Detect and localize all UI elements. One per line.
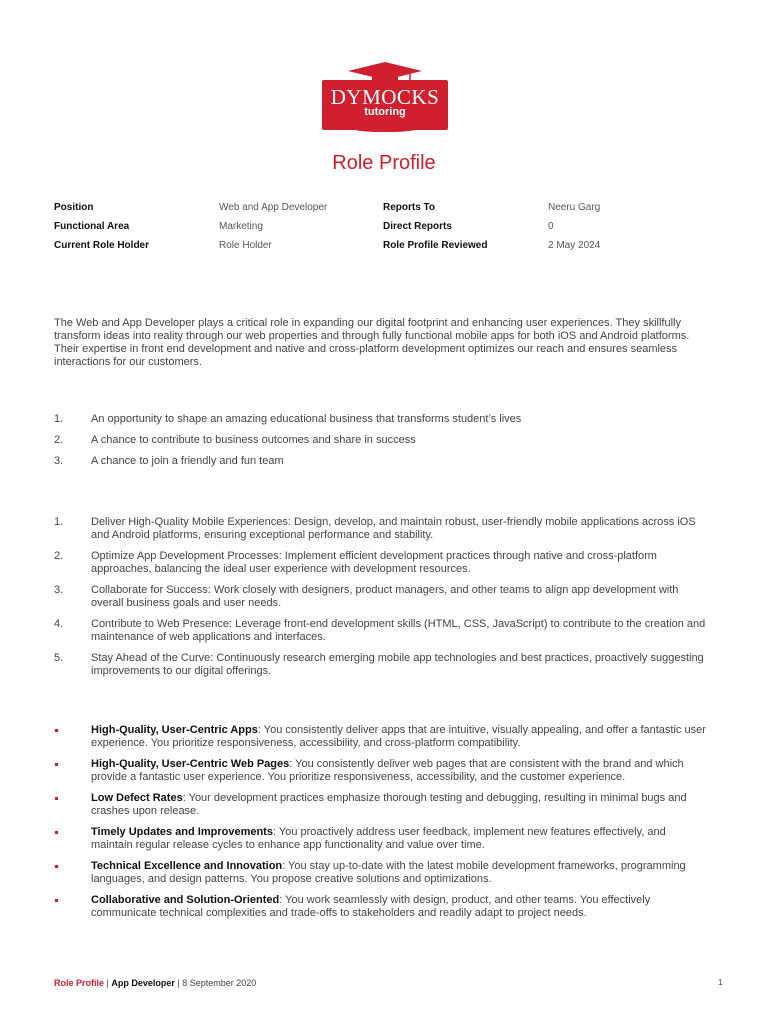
footer-separator: | — [174, 978, 183, 988]
list-text: Optimize App Development Processes: Implement efficient development practices through native and cross-platform approaches, balancing the ideal user experience with development resources. — [91, 550, 657, 575]
list-number: 4. — [54, 618, 64, 630]
list-number: 3. — [54, 455, 64, 467]
list-item — [0, 455, 707, 468]
opportunities-list — [0, 413, 768, 476]
bullet-icon — [55, 831, 58, 834]
list-item — [0, 652, 707, 678]
criteria-text: : Your development practices emphasize thorough testing and debugging, resulting in minimal bugs and crashes upon release. — [91, 792, 687, 817]
list-number: 1. — [54, 413, 64, 425]
direct-reports-value: 0 — [548, 221, 554, 232]
logo-sub-text: tutoring — [364, 106, 406, 118]
criteria-text: : You stay up-to-date with the latest mobile development frameworks, programming languages, and design patterns. You propose creative solutions and optimizations. — [91, 860, 686, 885]
list-item — [0, 618, 707, 644]
direct-reports-label: Direct Reports — [383, 221, 452, 232]
reports-to-value: Neeru Garg — [548, 202, 601, 213]
list-text: Stay Ahead of the Curve: Continuously research emerging mobile app technologies and best practices, proactively suggesting improvements to our digital offerings. — [91, 652, 704, 677]
position-value: Web and App Developer — [219, 202, 328, 213]
bullet-icon — [55, 763, 58, 766]
list-item — [0, 860, 707, 886]
list-item — [0, 550, 707, 576]
list-text: A chance to join a friendly and fun team — [91, 455, 284, 467]
intro-paragraph: The Web and App Developer plays a critical role in expanding our digital footprint and enhancing user experiences. They skillfully transform ideas into reality through our web properties and through fully functional mobile apps for both iOS and Android platforms. Their expertise in front end development and native and cross-platform development optimizes our reach and ensures seamless interactions for our customers. — [54, 317, 690, 368]
responsibilities-list — [0, 516, 768, 686]
list-text: An opportunity to shape an amazing educational business that transforms student’s lives — [91, 413, 522, 425]
list-item — [0, 584, 707, 610]
bullet-icon — [55, 865, 58, 868]
criteria-text: : You consistently deliver apps that are intuitive, visually appealing, and offer a fantastic user experience. You prioritize responsiveness, accessibility, and cross-platform compatibility. — [91, 724, 706, 749]
list-number: 2. — [54, 434, 64, 446]
criteria-heading: Low Defect Rates — [91, 792, 183, 804]
footer-separator: | — [104, 978, 112, 988]
footer-date: 8 September 2020 — [182, 978, 257, 988]
details-row — [0, 200, 768, 216]
page-footer — [54, 977, 256, 989]
criteria-text: : You work seamlessly with design, product, and other teams. You effectively communicate technical complexities and trade-offs to stakeholders and readily adapt to project needs. — [91, 894, 651, 919]
list-item — [0, 516, 707, 542]
bullet-icon — [55, 729, 58, 732]
functional-area-value: Marketing — [219, 221, 263, 232]
criteria-heading: Technical Excellence and Innovation — [91, 860, 283, 872]
list-number: 1. — [54, 516, 64, 528]
bullet-icon — [55, 797, 58, 800]
criteria-heading: Timely Updates and Improvements — [91, 826, 273, 838]
reports-to-label: Reports To — [383, 202, 436, 213]
dymocks-logo — [322, 62, 448, 132]
list-text: Deliver High-Quality Mobile Experiences: Design, develop, and maintain robust, user-friendly mobile applications across iOS and Android platforms, ensuring exceptional performance and stability. — [91, 516, 696, 541]
criteria-heading: High-Quality, User-Centric Apps — [91, 724, 258, 736]
role-holder-label: Current Role Holder — [54, 240, 150, 251]
criteria-text: : You consistently deliver web pages that are consistent with the brand and which provide a fantastic user experience. You prioritize responsiveness, accessibility, and the customer experience. — [91, 758, 684, 783]
list-text: A chance to contribute to business outcomes and share in success — [91, 434, 416, 446]
list-number: 3. — [54, 584, 64, 596]
criteria-heading: High-Quality, User-Centric Web Pages — [91, 758, 290, 770]
logo-brand-text: DYMOCKS — [330, 85, 440, 109]
page-number: 1 — [718, 978, 723, 987]
page-title: Role Profile — [332, 152, 436, 174]
footer-role: App Developer — [111, 978, 175, 988]
list-text: Contribute to Web Presence: Leverage front-end development skills (HTML, CSS, JavaScript) to contribute to the creation and maintenance of web applications and interfaces. — [91, 618, 706, 643]
list-text: Collaborate for Success: Work closely with designers, product managers, and other teams to align app development with overall business goals and user needs. — [91, 584, 679, 609]
functional-area-label: Functional Area — [54, 221, 130, 232]
criteria-heading: Collaborative and Solution-Oriented — [91, 894, 280, 906]
bullet-icon — [55, 899, 58, 902]
success-criteria-list — [0, 724, 768, 928]
criteria-text: : You proactively address user feedback, implement new features effectively, and maintain regular release cycles to enhance app functionality and value over time. — [91, 826, 666, 851]
list-item — [0, 894, 707, 920]
list-item — [0, 434, 707, 447]
list-item — [0, 826, 707, 852]
footer-doc-title: Role Profile — [54, 978, 105, 988]
reviewed-label: Role Profile Reviewed — [383, 240, 488, 251]
list-item — [0, 413, 707, 426]
list-number: 2. — [54, 550, 64, 562]
list-item — [0, 724, 707, 750]
details-row — [0, 238, 768, 254]
reviewed-value: 2 May 2024 — [548, 240, 601, 251]
role-holder-value: Role Holder — [219, 240, 272, 251]
list-item — [0, 792, 707, 818]
details-row — [0, 219, 768, 235]
list-number: 5. — [54, 652, 64, 664]
position-label: Position — [54, 202, 94, 213]
list-item — [0, 758, 707, 784]
